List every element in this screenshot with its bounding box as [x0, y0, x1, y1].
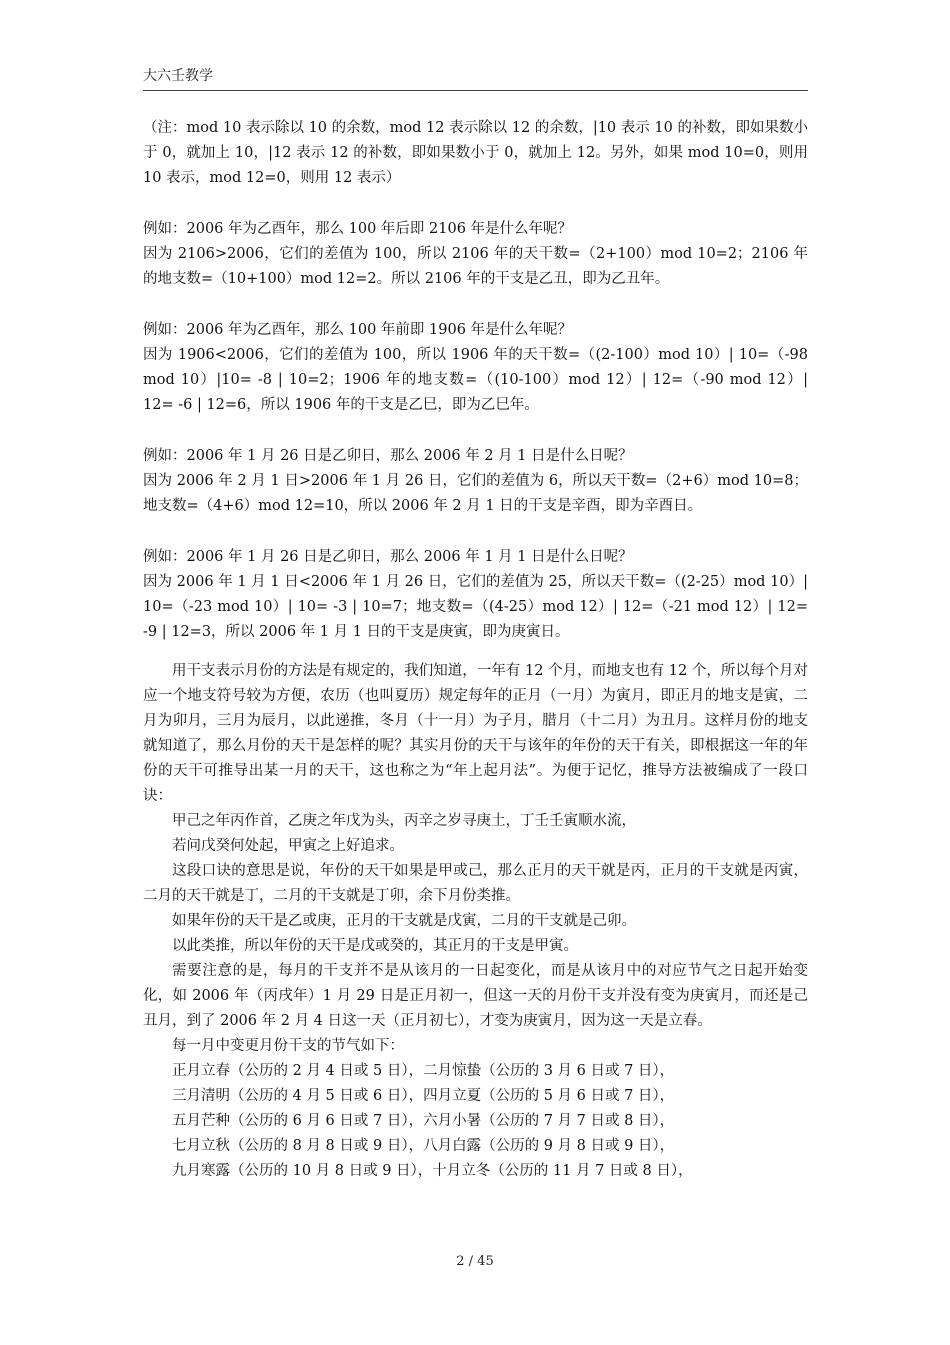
example-1-question: 例如：2006 年为乙酉年，那么 100 年后即 2106 年是什么年呢？	[143, 221, 573, 237]
solar-term-line-4: 七月立秋（公历的 8 月 8 日或 9 日），八月白露（公历的 9 月 8 日或 9 日），	[172, 1138, 675, 1154]
running-header: 大六壬教学	[143, 68, 213, 84]
verse-line-2: 若问戊癸何处起，甲寅之上好追求。	[172, 838, 404, 854]
example-2-question: 例如：2006 年为乙酉年，那么 100 年前即 1906 年是什么年呢？	[143, 322, 573, 338]
solar-term-line-2: 三月清明（公历的 4 月 5 日或 6 日），四月立夏（公历的 5 月 6 日或 7 日），	[172, 1088, 675, 1104]
example-4-answer: 因为 2006 年 1 月 1 日<2006 年 1 月 26 日，它们的差值为 25，所以天干数=（(2-25）mod 10）| 10=（-23 mod 10）| 10= -3 | 10=7；地支数=（(4-25）mod 12）| 12=（-21 mod 12）| 12= -9 | 12=3，所以 2006 年 1 月 1 日的干支是庚寅，即为庚寅日。	[143, 574, 808, 640]
header-divider	[143, 90, 808, 91]
example-4-question: 例如：2006 年 1 月 26 日是乙卯日，那么 2006 年 1 月 1 日是什么日呢？	[143, 549, 633, 565]
yi-geng-paragraph: 如果年份的天干是乙或庚，正月的干支就是戊寅，二月的干支就是己卯。	[172, 913, 636, 929]
verse-explanation: 这段口诀的意思是说，年份的天干如果是甲或己，那么正月的天干就是丙，正月的干支就是丙寅，二月的天干就是丁，二月的干支就是丁卯，余下月份类推。	[143, 863, 808, 904]
page-number: 2 / 45	[456, 1254, 494, 1269]
solar-term-line-5: 九月寒露（公历的 10 月 8 日或 9 日），十月立冬（公历的 11 月 7 日或 8 日），	[172, 1163, 693, 1179]
solar-term-intro: 每一月中变更月份干支的节气如下：	[172, 1038, 404, 1054]
page-content	[143, 116, 808, 1184]
solar-term-line-1: 正月立春（公历的 2 月 4 日或 5 日），二月惊蛰（公历的 3 月 6 日或 7 日），	[172, 1063, 675, 1079]
solar-term-note: 需要注意的是，每月的干支并不是从该月的一日起变化，而是从该月中的对应节气之日起开始变化，如 2006 年（丙戌年）1 月 29 日是正月初一，但这一天的月份干支并没有变为庚寅月，而还是己丑月，到了 2006 年 2 月 4 日这一天（正月初七），才变为庚寅月，因为这一天是立春。	[143, 963, 808, 1029]
example-2-answer: 因为 1906<2006，它们的差值为 100，所以 1906 年的天干数=（(2-100）mod 10）| 10=（-98 mod 10）|10= -8 | 10=2；1906 年的地支数=（(10-100）mod 12）| 12=（-90 mod 12）| 12= -6 | 12=6，所以 1906 年的干支是乙巳，即为乙巳年。	[143, 347, 808, 413]
wu-gui-paragraph: 以此类推，所以年份的天干是戊或癸的，其正月的干支是甲寅。	[172, 938, 578, 954]
example-3-question: 例如：2006 年 1 月 26 日是乙卯日，那么 2006 年 2 月 1 日是什么日呢？	[143, 448, 633, 464]
example-1-answer: 因为 2106>2006，它们的差值为 100，所以 2106 年的天干数=（2+100）mod 10=2；2106 年的地支数=（10+100）mod 12=2。所以 2106 年的干支是乙丑，即为乙丑年。	[143, 246, 808, 287]
note-paragraph: （注：mod 10 表示除以 10 的余数，mod 12 表示除以 12 的余数，|10 表示 10 的补数，即如果数小于 0，就加上 10，|12 表示 12 的补数，即如果数小于 0，就加上 12。另外，如果 mod 10=0，则用 10 表示，mod 12=0，则用 12 表示）	[143, 120, 808, 186]
example-3-answer: 因为 2006 年 2 月 1 日>2006 年 1 月 26 日，它们的差值为 6，所以天干数=（2+6）mod 10=8；地支数=（4+6）mod 12=10，所以 2006 年 2 月 1 日的干支是辛酉，即为辛酉日。	[143, 473, 808, 514]
month-ganzhi-paragraph: 用干支表示月份的方法是有规定的，我们知道，一年有 12 个月，而地支也有 12 个，所以每个月对应一个地支符号较为方便，农历（也叫夏历）规定每年的正月（一月）为寅月，即正月的地支是寅，二月为卯月，三月为辰月，以此递推，冬月（十一月）为子月，腊月（十二月）为丑月。这样月份的地支就知道了，那么月份的天干是怎样的呢？其实月份的天干与该年的年份的天干有关，即根据这一年的年份的天干可推导出某一月的天干，这也称之为“年上起月法”。为便于记忆，推导方法被编成了一段口诀：	[143, 663, 808, 804]
verse-line-1: 甲己之年丙作首，乙庚之年戊为头，丙辛之岁寻庚土，丁壬壬寅顺水流，	[172, 813, 636, 829]
solar-term-line-3: 五月芒种（公历的 6 月 6 日或 7 日），六月小暑（公历的 7 月 7 日或 8 日），	[172, 1113, 675, 1129]
